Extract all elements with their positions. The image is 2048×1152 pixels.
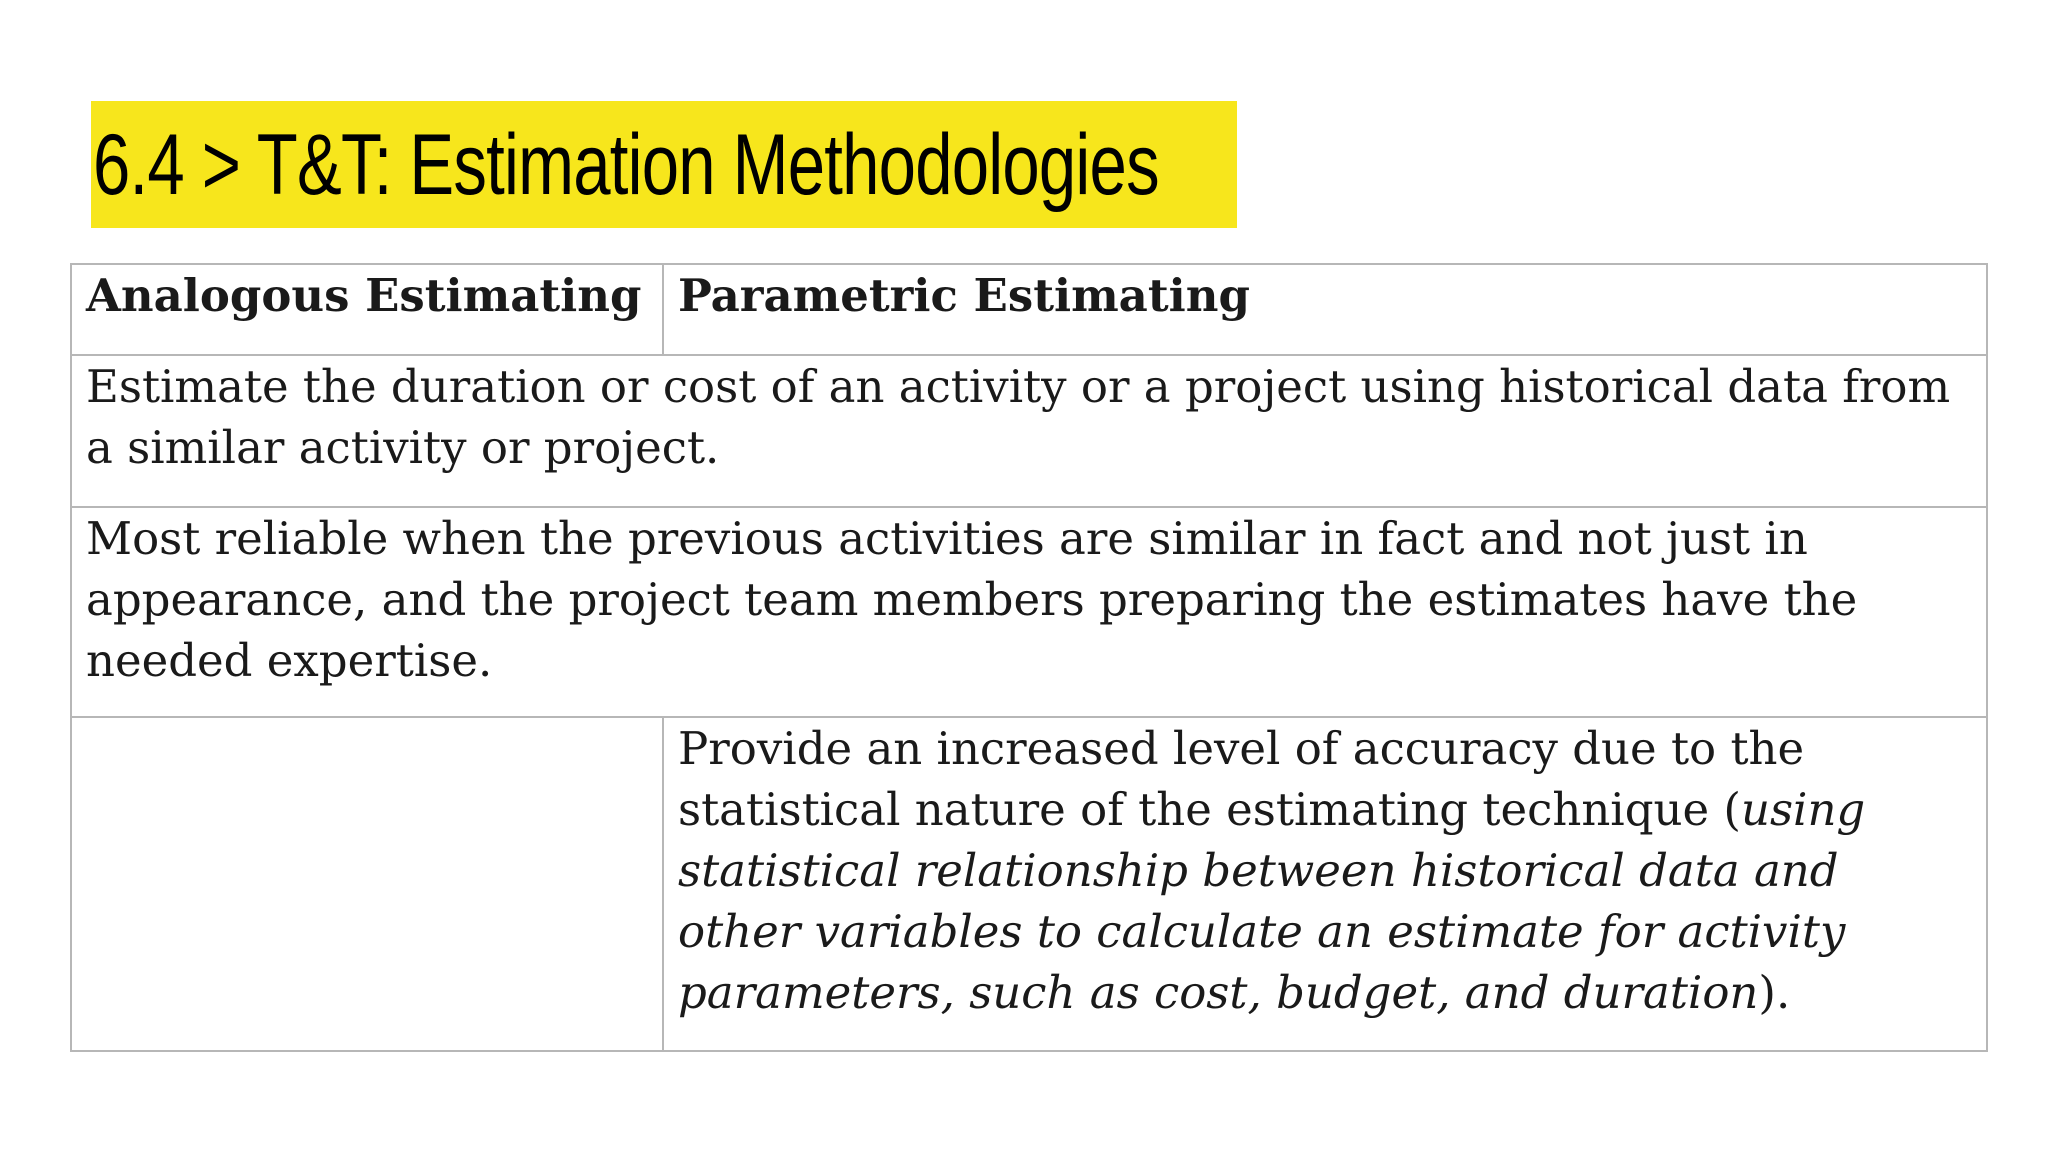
table-row <box>71 507 1987 717</box>
header-analogous: Analogous Estimating <box>71 264 663 355</box>
table-header-row <box>71 264 1987 355</box>
parametric-accuracy-cell <box>663 717 1987 1051</box>
slide-title: 6.4 > T&T: Estimation Methodologies <box>93 116 1159 213</box>
analogous-empty-cell <box>71 717 663 1051</box>
header-parametric: Parametric Estimating <box>663 264 1987 355</box>
row-shared-definition: Estimate the duration or cost of an activity or a project using historical data from a similar activity or project. <box>71 355 1987 507</box>
accuracy-italic-text: using statistical relationship between historical data and other variables to calculate an estimate for activity parameters, such as cost, budget, and duration <box>678 783 1866 1019</box>
accuracy-text: Provide an increased level of accuracy due to the statistical nature of the estimating technique ( <box>678 722 1805 836</box>
table-row <box>71 355 1987 507</box>
slide-title-highlight <box>91 101 1237 228</box>
estimation-table <box>70 263 1988 1052</box>
accuracy-text-end: ). <box>1758 966 1791 1019</box>
table-row <box>71 717 1987 1051</box>
row-shared-reliability: Most reliable when the previous activities are similar in fact and not just in appearance, and the project team members preparing the estimates have the needed expertise. <box>71 507 1987 717</box>
